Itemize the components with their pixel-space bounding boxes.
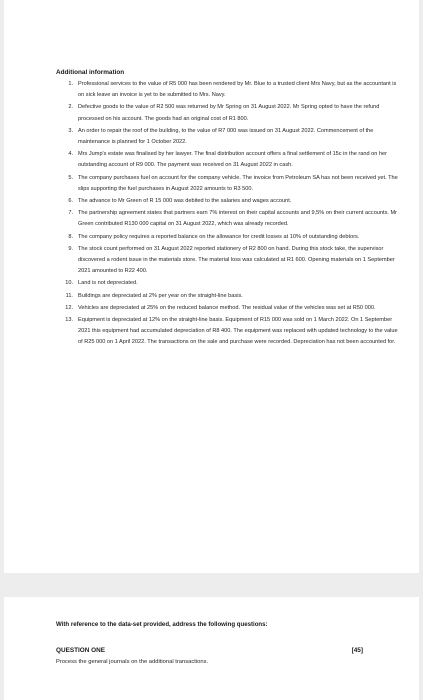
info-item-number: 6. [68, 198, 73, 205]
info-item-text: The stock count performed on 31 August 2022 reported stationery of R2 800 on hand. During this stock take, the supervisor discovered a rodent issue in the materials store. The material loss was calculated at R1 600. Opening materials on 1 September 2021 amounted to R22 400. [78, 245, 395, 275]
question-one-text: Process the general journals on the additional transactions. [56, 659, 209, 665]
info-item-number: 12. [65, 304, 73, 311]
info-item-number: 3. [68, 127, 73, 134]
info-item-number: 8. [68, 233, 73, 240]
info-item [54, 291, 399, 302]
document-page-2 [4, 597, 419, 700]
reference-instruction: With reference to the data-set provided, address the following questions: [56, 621, 268, 628]
info-item [54, 303, 399, 314]
info-item-text: An order to repair the roof of the building, to the value of R7 000 was issued on 31 August 2022. Commencement of the maintenance is planned for 1 October 2022. [78, 127, 374, 146]
info-item-text: Mrs Jump's estate was finalised by her lawyer. The final distribution account offers a final settlement of 15c in the rand on her outstanding account of R9 000. The payment was received on 31 August 2022 in cash. [78, 151, 387, 169]
document-page-1 [4, 0, 419, 573]
info-item-text: The company policy requires a reported balance on the allowance for credit losses at 10% of outstanding debtors. [78, 233, 360, 240]
info-item-number: 4. [68, 151, 73, 158]
info-item-text: The company purchases fuel on account for the company vehicle. The invoice from Petroleum SA has not been received yet. The slips supporting the fuel purchases in August 2022 amounts to R3 500. [78, 174, 398, 192]
info-item-number: 9. [68, 245, 73, 252]
info-item-text: Equipment is depreciated at 12% on the straight-line basis. Equipment of R15 000 was sold on 1 March 2022. On 1 September 2021 this equipment had accumulated depreciation of R8 400. The equipment was replaced with updated technology to the value of R25 000 on 1 April 2022. The transactions on the sale and purchase were recorded. Depreciation has not been accounted for. [78, 317, 398, 346]
info-item-text: Vehicles are depreciated at 25% on the reduced balance method. The residual value of the vehicles was set at R50 000. [78, 304, 376, 311]
additional-information-list [54, 79, 399, 350]
info-item-number: 7. [68, 210, 73, 217]
info-item [54, 196, 399, 207]
info-item [54, 232, 399, 243]
info-item-text: Defective goods to the value of R2 500 was returned by Mr Spring on 31 August 2022. Mr Spring opted to have the refund processed on his account. The goods had an original cost of R1 800. [78, 104, 380, 122]
info-item [54, 208, 399, 230]
info-item [54, 173, 399, 195]
info-item [54, 244, 399, 278]
info-item-number: 5. [68, 174, 73, 181]
info-item-text: The advance to Mr Green of R 15 000 was debited to the salaries and wages account. [78, 198, 292, 205]
info-item-number: 13. [65, 317, 73, 324]
info-item-text: Buildings are depreciated at 2% per year on the straight-line basis. [78, 292, 243, 299]
info-item-number: 11. [65, 292, 73, 299]
question-one-title: QUESTION ONE [56, 647, 106, 654]
info-item [54, 79, 399, 101]
info-item-text: Land is not depreciated. [78, 280, 138, 287]
info-item [54, 102, 399, 124]
info-item [54, 149, 399, 171]
info-item-number: 10. [65, 280, 73, 287]
info-item [54, 315, 399, 349]
info-item-number: 2. [68, 104, 73, 111]
info-item-number: 1. [68, 81, 73, 87]
info-item-text: Professional services to the value of R5 000 has been rendered by Mr. Blue to a trusted client Mrs Navy, but as the accountant is on sick leave an invoice is yet to be submitted to Mrs. Navy. [78, 81, 397, 99]
info-item [54, 126, 399, 148]
info-item [54, 278, 399, 289]
info-item-text: The partnership agreement states that partners earn 7% interest on their capital accounts and 9,5% on their current accounts. Mr Green contributed R130 000 capital on 31 August 2022, which was already recorded. [78, 210, 398, 228]
question-one-marks: [45] [351, 647, 363, 654]
additional-information-heading: Additional information [56, 69, 125, 76]
